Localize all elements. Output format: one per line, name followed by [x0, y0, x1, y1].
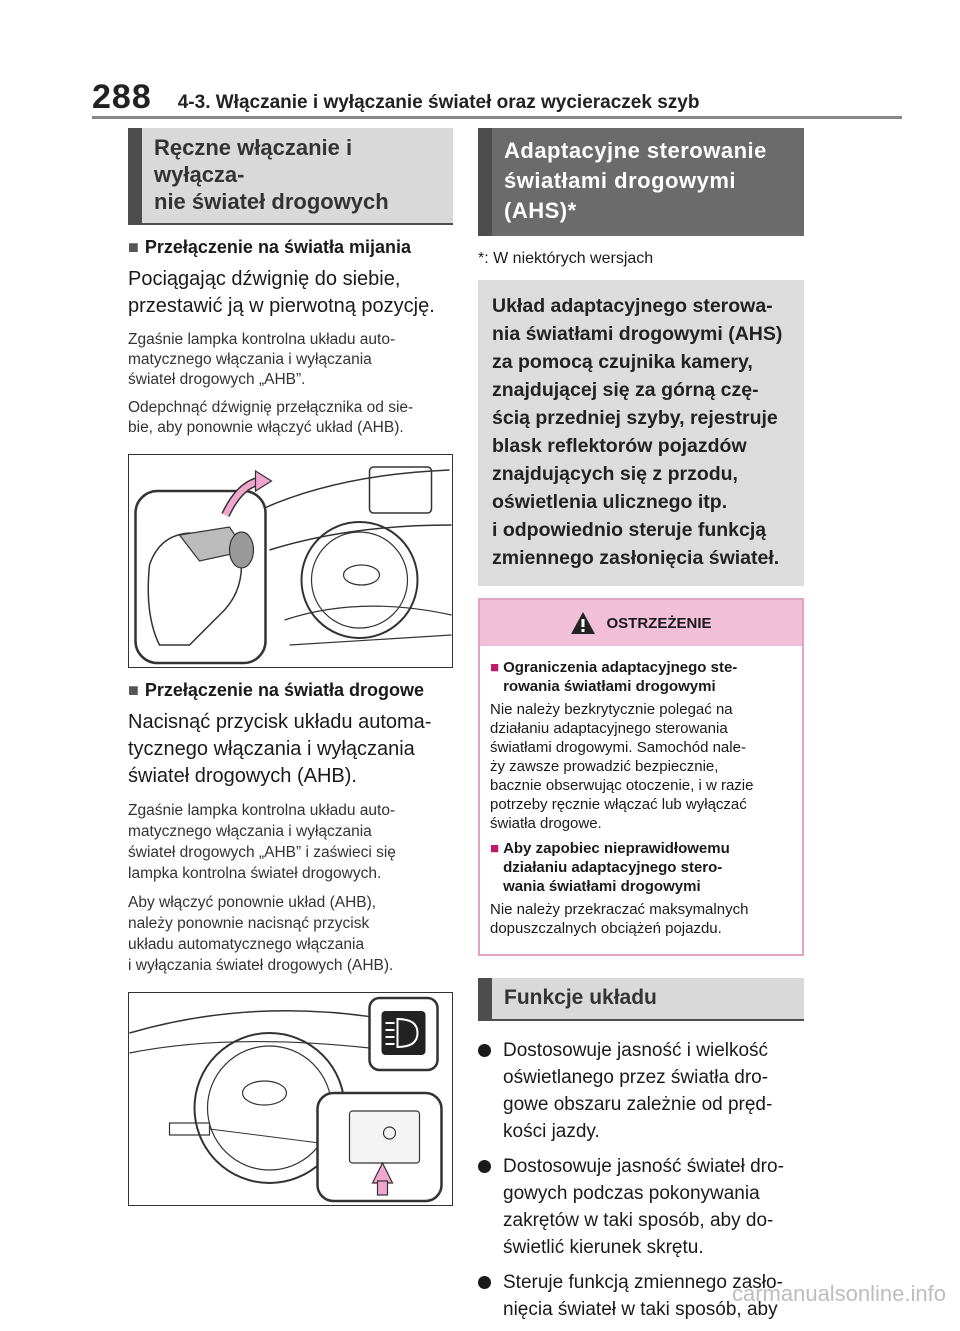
text-line: gowe obszaru zależnie od pręd-	[503, 1094, 773, 1115]
text-line: należy ponownie nacisnąć przycisk	[128, 915, 370, 932]
text-line: Aby zapobiec nieprawidłowemu	[503, 840, 730, 857]
text-line: matycznego włączania i wyłączania	[128, 351, 372, 368]
section-heading-line: Adaptacyjne sterowanie	[504, 138, 767, 163]
text-line: lampka kontrolna świateł drogowych.	[128, 865, 382, 882]
text-line: Nacisnąć przycisk układu automa-	[128, 711, 432, 733]
text-line: potrzeby ręcznie włączać lub wyłączać	[490, 796, 747, 813]
watermark: carmanualsonline.info	[731, 1281, 946, 1306]
intro-line: ścią przedniej szyby, rejestruje	[492, 407, 778, 429]
intro-line: nia światłami drogowymi (AHS)	[492, 323, 783, 345]
header-divider	[92, 116, 902, 119]
warning-subheading	[490, 839, 792, 896]
feature-item	[478, 1037, 804, 1145]
warning-text	[490, 700, 792, 833]
ahs-intro-box	[478, 280, 804, 586]
text-line: Nie należy przekraczać maksymalnych	[490, 901, 749, 918]
text-line: gowych podczas pokonywania	[503, 1183, 760, 1204]
intro-line: zmiennego zasłonięcia świateł.	[492, 547, 780, 569]
square-bullet-icon: ■	[128, 680, 139, 700]
instruction-text	[128, 266, 453, 320]
section-heading-line: Funkcje układu	[504, 986, 657, 1009]
page-header	[92, 78, 699, 117]
instruction-text	[128, 709, 453, 790]
section-heading-features	[478, 978, 804, 1019]
text-line: Pociągając dźwignię do siebie,	[128, 268, 401, 290]
note-text	[128, 800, 453, 884]
pink-square-icon: ■	[490, 659, 500, 676]
warning-text	[490, 900, 792, 938]
right-column	[478, 128, 804, 1331]
ahb-button-drawing	[129, 993, 452, 1205]
subheading-low-beam	[128, 237, 453, 258]
intro-line: oświetlenia ulicznego itp.	[492, 491, 728, 513]
text-line: bie, aby ponownie włączyć układ (AHB).	[128, 419, 404, 436]
text-line: Dostosowuje jasność i wielkość	[503, 1040, 769, 1061]
intro-line: Układ adaptacyjnego sterowa-	[492, 295, 773, 317]
intro-line: blask reflektorów pojazdów	[492, 435, 747, 457]
text-line: bacznie obserwując otoczenie, i w razie	[490, 777, 754, 794]
text-line: świetlić kierunek skrętu.	[503, 1237, 704, 1258]
text-line: przestawić ją w pierwotną pozycję.	[128, 295, 435, 317]
lever-drawing	[129, 455, 452, 667]
text-line: świateł drogowych „AHB” i zaświeci się	[128, 844, 396, 861]
text-line: Aby włączyć ponownie układ (AHB),	[128, 894, 377, 911]
section-heading-ahs	[478, 128, 804, 236]
intro-line: za pomocą czujnika kamery,	[492, 351, 753, 373]
text-line: oświetlanego przez światła dro-	[503, 1067, 769, 1088]
text-line: działaniu adaptacyjnego stero-	[503, 859, 723, 876]
warning-title: OSTRZEŻENIE	[606, 614, 712, 632]
footnote: *: W niektórych wersjach	[478, 250, 654, 267]
bullet-dot-icon	[478, 1044, 491, 1057]
text-line: i wyłączania świateł drogowych (AHB).	[128, 957, 394, 974]
warning-subheading	[490, 658, 792, 696]
page-number: 288	[92, 78, 152, 116]
warning-triangle-icon	[570, 611, 596, 635]
text-line: nięcia świateł w taki sposób, aby	[503, 1299, 778, 1320]
text-line: wania światłami drogowymi	[503, 878, 701, 895]
note-text	[128, 398, 453, 438]
warning-box	[478, 598, 804, 956]
section-heading-manual-high-beams	[128, 128, 453, 223]
text-line: Zgaśnie lampka kontrolna układu auto-	[128, 802, 396, 819]
text-line: układu automatycznego włączania	[128, 936, 365, 953]
section-heading-line: nie świateł drogowych	[154, 189, 389, 214]
text-line: świateł drogowych (AHB).	[128, 765, 357, 787]
warning-body	[480, 646, 802, 954]
text-line: światłami drogowymi. Samochód nale-	[490, 739, 746, 756]
text-line: Steruje funkcją zmiennego zasło-	[503, 1272, 783, 1293]
left-column	[128, 128, 453, 1206]
section-heading-line: światłami drogowymi	[504, 168, 736, 193]
text-line: rowania światłami drogowymi	[503, 678, 716, 695]
note-text	[128, 330, 453, 390]
note-text	[128, 892, 453, 976]
text-line: kości jazdy.	[503, 1121, 600, 1142]
square-bullet-icon: ■	[128, 237, 139, 257]
text-line: Odepchnąć dźwignię przełącznika od sie-	[128, 399, 414, 416]
subheading-text: Przełączenie na światła mijania	[144, 237, 411, 257]
bullet-dot-icon	[478, 1276, 491, 1289]
ahb-button-illustration	[128, 992, 453, 1206]
pink-square-icon: ■	[490, 840, 500, 857]
text-line: ży zawsze prowadzić bezpiecznie,	[490, 758, 719, 775]
intro-line: znajdujących się z przodu,	[492, 463, 738, 485]
subheading-text: Przełączenie na światła drogowe	[144, 680, 424, 700]
text-line: Zgaśnie lampka kontrolna układu auto-	[128, 331, 396, 348]
text-line: matycznego włączania i wyłączania	[128, 823, 372, 840]
bullet-dot-icon	[478, 1160, 491, 1173]
text-line: działaniu adaptacyjnego sterowania	[490, 720, 728, 737]
section-heading-line: Ręczne włączanie i wyłącza-	[154, 135, 353, 187]
section-heading-line: (AHS)*	[504, 198, 577, 223]
feature-item	[478, 1153, 804, 1261]
lever-illustration	[128, 454, 453, 668]
warning-header	[480, 600, 802, 646]
text-line: Dostosowuje jasność świateł dro-	[503, 1156, 784, 1177]
text-line: Nie należy bezkrytycznie polegać na	[490, 701, 733, 718]
text-line: światła drogowe.	[490, 815, 602, 832]
subheading-high-beam	[128, 680, 453, 701]
text-line: dopuszczalnych obciążeń pojazdu.	[490, 920, 722, 937]
section-underline	[128, 223, 453, 225]
text-line: tycznego włączania i wyłączania	[128, 738, 415, 760]
intro-line: znajdującej się za górną czę-	[492, 379, 759, 401]
intro-line: i odpowiednio steruje funkcją	[492, 519, 767, 541]
text-line: zakrętów w taki sposób, aby do-	[503, 1210, 774, 1231]
text-line: Ograniczenia adaptacyjnego ste-	[503, 659, 738, 676]
text-line: świateł drogowych „AHB”.	[128, 371, 306, 388]
chapter-title: 4-3. Włączanie i wyłączanie świateł oraz wycieraczek szyb	[177, 92, 700, 113]
